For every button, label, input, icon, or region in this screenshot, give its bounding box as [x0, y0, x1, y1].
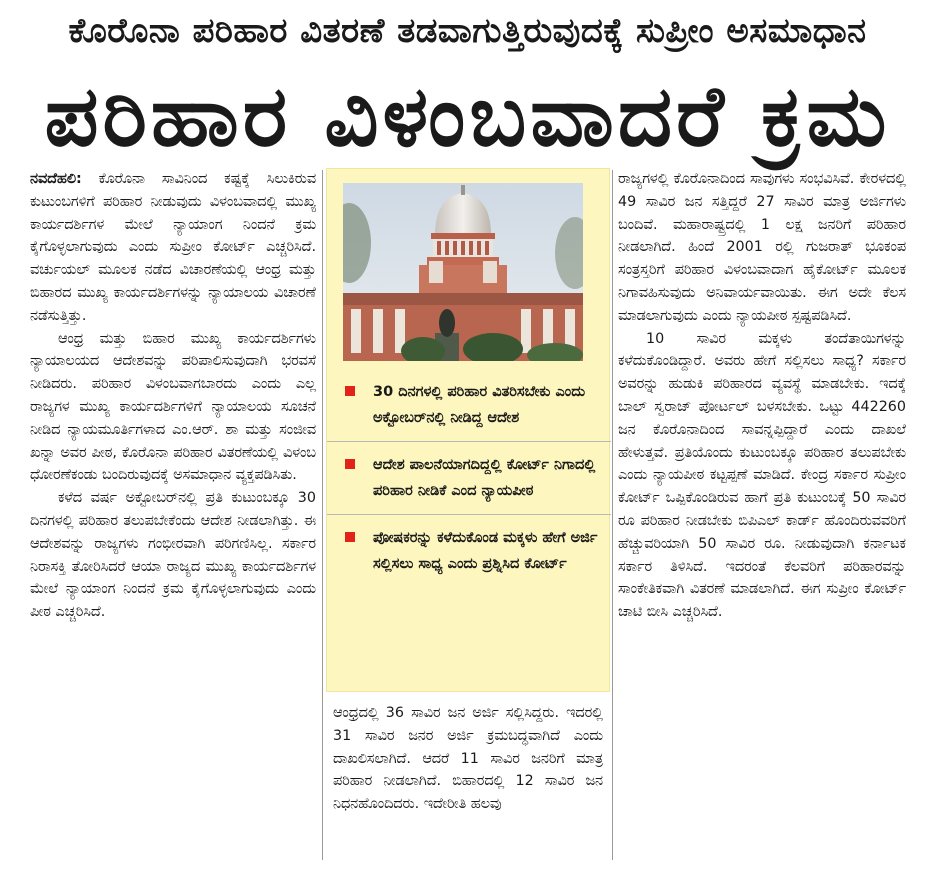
highlight-point [327, 441, 611, 514]
article-column-left [30, 168, 316, 624]
article-paragraph [30, 168, 316, 328]
column-divider [612, 170, 613, 860]
dateline: ನವದೆಹಲಿ: [30, 171, 82, 187]
column-divider [322, 170, 323, 860]
article-paragraph: ಕಳೆದ ವರ್ಷ ಅಕ್ಟೋಬರ್‌ನಲ್ಲಿ ಪ್ರತಿ ಕುಟುಂಬಕ್ಕೂ 30 ದಿನಗಳಲ್ಲಿ ಪರಿಹಾರ ತಲುಪಬೇಕೆಂದು ಆದೇಶ ನೀಡಲಾಗಿತ್ತು. ಈ ಆದೇಶವನ್ನು ರಾಜ್ಯಗಳು ಗಂಭೀರವಾಗಿ ಪರಿಗಣಿಸಿಲ್ಲ. ಸರ್ಕಾರ ನಿರಾಸಕ್ತಿ ತೋರಿಸಿದರೆ ಆಯಾ ರಾಜ್ಯದ ಮುಖ್ಯ ಕಾರ್ಯದರ್ಶಿಗಳ ಮೇಲೆ ನ್ಯಾಯಾಂಗ ನಿಂದನೆ ಕ್ರಮ ಕೈಗೊಳ್ಳಲಾಗುವುದು ಎಂದು ಪೀಠ ಎಚ್ಚರಿಸಿದೆ. [30, 490, 316, 621]
highlight-text: ಪೋಷಕರನ್ನು ಕಳೆದುಕೊಂಡ ಮಕ್ಕಳು ಹೇಗೆ ಅರ್ಜಿ ಸಲ್ಲಿಸಲು ಸಾಧ್ಯ ಎಂದು ಪ್ರಶ್ನಿಸಿದ ಕೋರ್ಟ್ [373, 530, 598, 572]
highlight-points [327, 369, 611, 587]
red-square-bullet-icon [345, 459, 355, 469]
supreme-court-photo [343, 183, 583, 361]
article-paragraph: 10 ಸಾವಿರ ಮಕ್ಕಳು ತಂದೆತಾಯಿಗಳನ್ನು ಕಳೆದುಕೊಂಡಿದ್ದಾರೆ. ಅವರು ಹೇಗೆ ಸಲ್ಲಿಸಲು ಸಾಧ್ಯ? ಸರ್ಕಾರ ಅವರನ್ನು ಹುಡುಕಿ ಪರಿಹಾರದ ವ್ಯವಸ್ಥೆ ಮಾಡಬೇಕು. ಇದಕ್ಕೆ ಬಾಲ್ ಸ್ವರಾಜ್ ಪೋರ್ಟಲ್ ಬಳಸಬೇಕು. ಒಟ್ಟು 442260 ಜನ ಕೊರೊನಾದಿಂದ ಸಾವನ್ನಪ್ಪಿದ್ದಾರೆ ಎಂದು ದಾಖಲೆ ಹೇಳುತ್ತವೆ. ಪ್ರತಿಯೊಂದು ಕುಟುಂಬಕ್ಕೂ ಪರಿಹಾರ ತಲುಪಬೇಕು ಎಂದು ನ್ಯಾಯಪೀಠ ಕಟ್ಟಪ್ಪಣೆ ಮಾಡಿದೆ. ಕೇಂದ್ರ ಸರ್ಕಾರ ಸುಪ್ರೀಂ ಕೋರ್ಟ್ ಒಪ್ಪಿಕೊಂಡಿರುವ ಹಾಗೆ ಪ್ರತಿ ಕುಟುಂಬಕ್ಕೆ 50 ಸಾವಿರ ರೂ ಪರಿಹಾರ ನೀಡಬೇಕು ಬಿಪಿಎಲ್ ಕಾರ್ಡ್ ಹೊಂದಿರುವವರಿಗೆ ಹೆಚ್ಚುವರಿಯಾಗಿ 50 ಸಾವಿರ ರೂ. ನೀಡುವುದಾಗಿ ಕರ್ನಾಟಕ ಸರ್ಕಾರ ತಿಳಿಸಿದೆ. ಇದರಂತೆ ಕೆಲವರಿಗೆ ಪರಿಹಾರವನ್ನು ಸಾಂಕೇತಿಕವಾಗಿ ವಿತರಣೆ ಮಾಡಲಾಗಿದೆ. ಈಗ ಸುಪ್ರೀಂ ಕೋರ್ಟ್ ಚಾಟಿ ಬೀಸಿ ಎಚ್ಚರಿಸಿದೆ. [618, 330, 906, 621]
article-paragraph: ಆಂಧ್ರದಲ್ಲಿ 36 ಸಾವಿರ ಜನ ಅರ್ಜಿ ಸಲ್ಲಿಸಿದ್ದರು. ಇದರಲ್ಲಿ 31 ಸಾವಿರ ಜನರ ಅರ್ಜಿ ಕ್ರಮಬದ್ಧವಾಗಿದೆ ಎಂದು ದಾಖಲಿಸಲಾಗಿದೆ. ಆದರೆ 11 ಸಾವಿರ ಜನರಿಗೆ ಮಾತ್ರ ಪರಿಹಾರ ನೀಡಲಾಗಿದೆ. ಬಿಹಾರದಲ್ಲಿ 12 ಸಾವಿರ ಜನ ನಿಧನಹೊಂದಿದರು. ಇದೇರೀತಿ ಹಲವು [333, 705, 603, 813]
main-headline: ಪರಿಹಾರ ವಿಳಂಬವಾದರೆ ಕ್ರಮ [44, 67, 891, 165]
red-square-bullet-icon [345, 532, 355, 542]
article-paragraph: ರಾಜ್ಯಗಳಲ್ಲಿ ಕೊರೊನಾದಿಂದ ಸಾವುಗಳು ಸಂಭವಿಸಿವೆ. ಕೇರಳದಲ್ಲಿ 49 ಸಾವಿರ ಜನ ಸತ್ತಿದ್ದರೆ 27 ಸಾವಿರ ಮಾತ್ರ ಅರ್ಜಿಗಳು ಬಂದಿವೆ. ಮಹಾರಾಷ್ಟ್ರದಲ್ಲಿ 1 ಲಕ್ಷ ಜನರಿಗೆ ಪರಿಹಾರ ನೀಡಲಾಗಿದೆ. ಹಿಂದೆ 2001 ರಲ್ಲಿ ಗುಜರಾತ್ ಭೂಕಂಪ ಸಂತ್ರಸ್ತರಿಗೆ ಪರಿಹಾರ ವಿಳಂಬವಾದಾಗ ಹೈಕೋರ್ಟ್ ಮೂಲಕ ನಿಗಾವಹಿಸುವುದು ಅನಿವಾರ್ಯವಾಯಿತು. ಈಗ ಅದೇ ಕೆಲಸ ಮಾಡಲಾಗುವುದು ಎಂದು ನ್ಯಾಯಪೀಠ ಸ್ಪಷ್ಟಪಡಿಸಿದೆ. [618, 171, 906, 324]
highlight-text: ಆದೇಶ ಪಾಲನೆಯಾಗದಿದ್ದಲ್ಲಿ ಕೋರ್ಟ್ ನಿಗಾದಲ್ಲಿ ಪರಿಹಾರ ನೀಡಿಕೆ ಎಂದ ನ್ಯಾಯಪೀಠ [373, 457, 596, 499]
article-column-middle [333, 702, 603, 816]
highlight-box [326, 168, 610, 692]
kicker-headline: ಕೊರೊನಾ ಪರಿಹಾರ ವಿತರಣೆ ತಡವಾಗುತ್ತಿರುವುದಕ್ಕೆ ಸುಪ್ರೀಂ ಅಸಮಾಧಾನ [68, 11, 867, 51]
article-paragraph: ಆಂಧ್ರ ಮತ್ತು ಬಿಹಾರ ಮುಖ್ಯ ಕಾರ್ಯದರ್ಶಿಗಳು ನ್ಯಾಯಾಲಯದ ಆದೇಶವನ್ನು ಪರಿಪಾಲಿಸುವುದಾಗಿ ಭರವಸೆ ನೀಡಿದರು. ಪರಿಹಾರ ವಿಳಂಬವಾಗಬಾರದು ಎಂದು ಎಲ್ಲ ರಾಜ್ಯಗಳ ಮುಖ್ಯ ಕಾರ್ಯದರ್ಶಿಗಳಿಗೆ ನ್ಯಾಯಾಲಯ ಸೂಚನೆ ನೀಡಿದ ನ್ಯಾಯಮೂರ್ತಿಗಳಾದ ಎಂ.ಆರ್. ಶಾ ಮತ್ತು ಸಂಜೀವ ಖನ್ನಾ ಅವರ ಪೀಠ, ಕೊರೊನಾ ಪರಿಹಾರ ವಿತರಣೆಯಲ್ಲಿ ವಿಳಂಬ ಧೋರಣೆಕಂಡು ಬಂದಿರುವುದಕ್ಕೆ ಅಸಮಾಧಾನ ವ್ಯಕ್ತಪಡಿಸಿತು. [30, 330, 316, 484]
supreme-court-building-image [343, 183, 583, 361]
highlight-text: 30 ದಿನಗಳಲ್ಲಿ ಪರಿಹಾರ ವಿತರಿಸಬೇಕು ಎಂದು ಅಕ್ಟೋಬರ್‌ನಲ್ಲಿ ನೀಡಿದ್ದ ಆದೇಶ [373, 384, 586, 426]
red-square-bullet-icon [345, 386, 355, 396]
paragraph-text: ಕೊರೊನಾ ಸಾವಿನಿಂದ ಕಷ್ಟಕ್ಕೆ ಸಿಲುಕಿರುವ ಕುಟುಂಬಗಳಿಗೆ ಪರಿಹಾರ ನೀಡುವುದು ವಿಳಂಬವಾದಲ್ಲಿ ಮುಖ್ಯ ಕಾರ್ಯದರ್ಶಿಗಳ ಮೇಲೆ ನ್ಯಾಯಾಂಗ ನಿಂದನೆ ಕ್ರಮ ಕೈಗೊಳ್ಳಲಾಗುವುದು ಎಂದು ಸುಪ್ರೀಂ ಕೋರ್ಟ್ ಎಚ್ಚರಿಸಿದೆ. ವರ್ಚುಯಲ್ ಮೂಲಕ ನಡೆದ ವಿಚಾರಣೆಯಲ್ಲಿ ಆಂಧ್ರ ಮತ್ತು ಬಿಹಾರದ ಮುಖ್ಯ ಕಾರ್ಯದರ್ಶಿಗಳನ್ನು ನ್ಯಾಯಾಲಯ ವಿಚಾರಣೆ ನಡೆಸುತ್ತಿತ್ತು. [30, 171, 317, 324]
article-column-right [618, 168, 906, 624]
highlight-point [327, 514, 611, 587]
highlight-point [327, 369, 611, 441]
